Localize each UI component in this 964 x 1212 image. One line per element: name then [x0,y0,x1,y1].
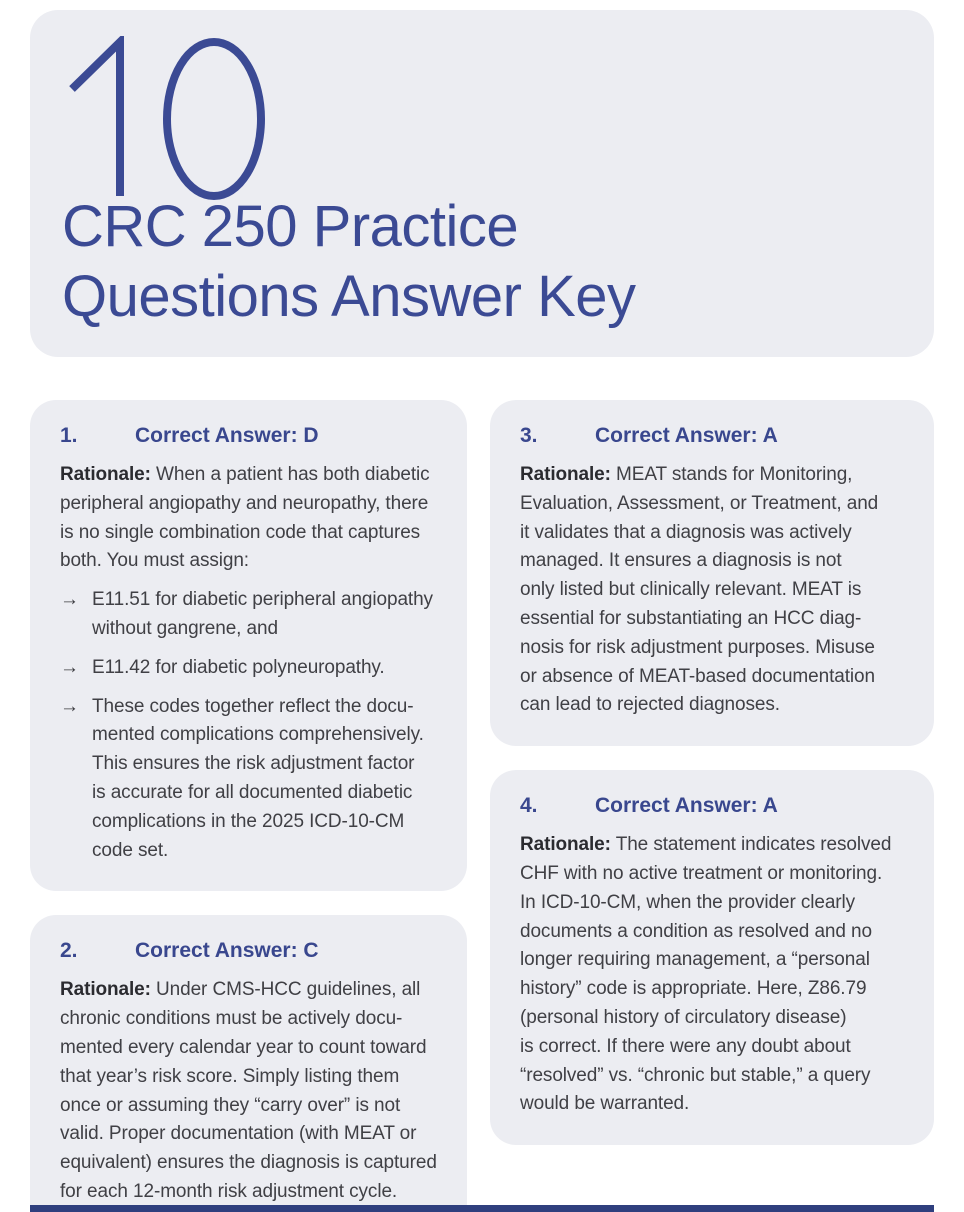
rationale-line: In ICD-10-CM, when the provider clearly [520,891,856,913]
answer-card-heading [60,424,443,448]
rationale-line: Evaluation, Assessment, or Treatment, and [520,492,879,514]
rationale-line: or absence of MEAT-based documentation [520,665,875,687]
page-title-line1: CRC 250 Practice [62,194,519,259]
bullet-line: mented complications comprehensively. [92,724,424,746]
arrow-right-icon: → [60,695,79,717]
answer-card-heading [520,794,910,818]
rationale-line: CHF with no active treatment or monitoring. [520,862,883,884]
right-column [490,400,934,1145]
answer-number: 3. [520,424,538,447]
answer-heading: Correct Answer: A [595,794,778,818]
rationale-line: equivalent) ensures the diagnosis is captured [60,1152,437,1174]
bullet-line: is accurate for all documented diabetic [92,781,413,803]
answer-heading: Correct Answer: C [135,939,319,963]
answer-card [490,400,934,746]
rationale-label: Rationale: [60,979,151,1001]
rationale-line: Rationale: MEAT stands for Monitoring, [520,464,853,485]
answer-card-heading [520,424,910,448]
bullet-line: E11.42 for diabetic polyneuropathy. [92,656,385,678]
rationale-line: only listed but clinically relevant. MEAT is [520,579,862,601]
chapter-header [30,10,934,357]
bullet-line: These codes together reflect the docu- [92,695,414,717]
rationale-line: both. You must assign: [60,550,249,572]
answer-card [30,400,467,891]
rationale-line: Rationale: When a patient has both diabetic [60,464,430,485]
rationale-label: Rationale: [60,464,151,485]
rationale-line: history” code is appropriate. Here, Z86.79 [520,978,867,1000]
bullet-item [60,586,443,644]
rationale-line: is no single combination code that captures [60,521,421,543]
rationale-line: longer requiring management, a “personal [520,949,870,971]
rationale-line: for each 12-month risk adjustment cycle. [60,1180,398,1202]
answer-card [490,770,934,1145]
rationale-line: valid. Proper documentation (with MEAT or [60,1123,417,1145]
bullet-text [92,693,424,866]
rationale-line: documents a condition as resolved and no [520,920,872,942]
rationale-line: nosis for risk adjustment purposes. Misuse [520,636,875,658]
rationale-line: chronic conditions must be actively docu- [60,1008,403,1030]
arrow-right-icon: → [60,656,79,678]
bullet-line: complications in the 2025 ICD-10-CM [92,810,405,832]
rationale-line: “resolved” vs. “chronic but stable,” a query [520,1064,871,1086]
page-title [62,192,636,332]
bullet-item [60,654,443,683]
answer-number: 4. [520,794,538,818]
rationale-line: mented every calendar year to count toward [60,1036,427,1058]
bullet-line: without gangrene, and [92,617,278,639]
bullet-line: E11.51 for diabetic peripheral angiopathy [92,589,433,611]
rationale-label: Rationale: [520,464,611,485]
rationale-line: would be warranted. [520,1093,690,1115]
bullet-line: code set. [92,839,169,861]
rationale-line: peripheral angiopathy and neuropathy, there [60,492,429,514]
answer-card-heading [60,939,443,963]
rationale-line: is correct. If there were any doubt about [520,1035,851,1057]
bullet-item [60,693,443,866]
answer-number: 1. [60,424,78,447]
answer-card [30,915,467,1212]
rationale-line: that year’s risk score. Simply listing them [60,1065,400,1087]
arrow-right-icon: → [60,589,79,611]
rationale-line: it validates that a diagnosis was actively [520,521,852,543]
rationale-line: once or assuming they “carry over” is not [60,1094,401,1116]
rationale-line: essential for substantiating an HCC diag- [520,607,862,629]
answer-number: 2. [60,939,78,963]
bullet-line: This ensures the risk adjustment factor [92,753,415,775]
rationale-line: (personal history of circulatory disease) [520,1006,847,1028]
chapter-number-figure [64,36,274,202]
rationale-line: managed. It ensures a diagnosis is not [520,550,842,572]
footer-rule [30,1205,934,1212]
rationale-label: Rationale: [520,834,611,856]
answers-grid [30,400,934,1212]
answer-heading: Correct Answer: D [135,424,319,447]
rationale-line: Rationale: The statement indicates resolved [520,834,892,856]
left-column [30,400,467,1212]
answer-heading: Correct Answer: A [595,424,778,447]
rationale-line: can lead to rejected diagnoses. [520,694,780,716]
bullet-text [92,654,385,683]
rationale-line: Rationale: Under CMS-HCC guidelines, all [60,979,421,1001]
bullet-text [92,586,433,644]
page-title-line2: Questions Answer Key [62,264,636,329]
